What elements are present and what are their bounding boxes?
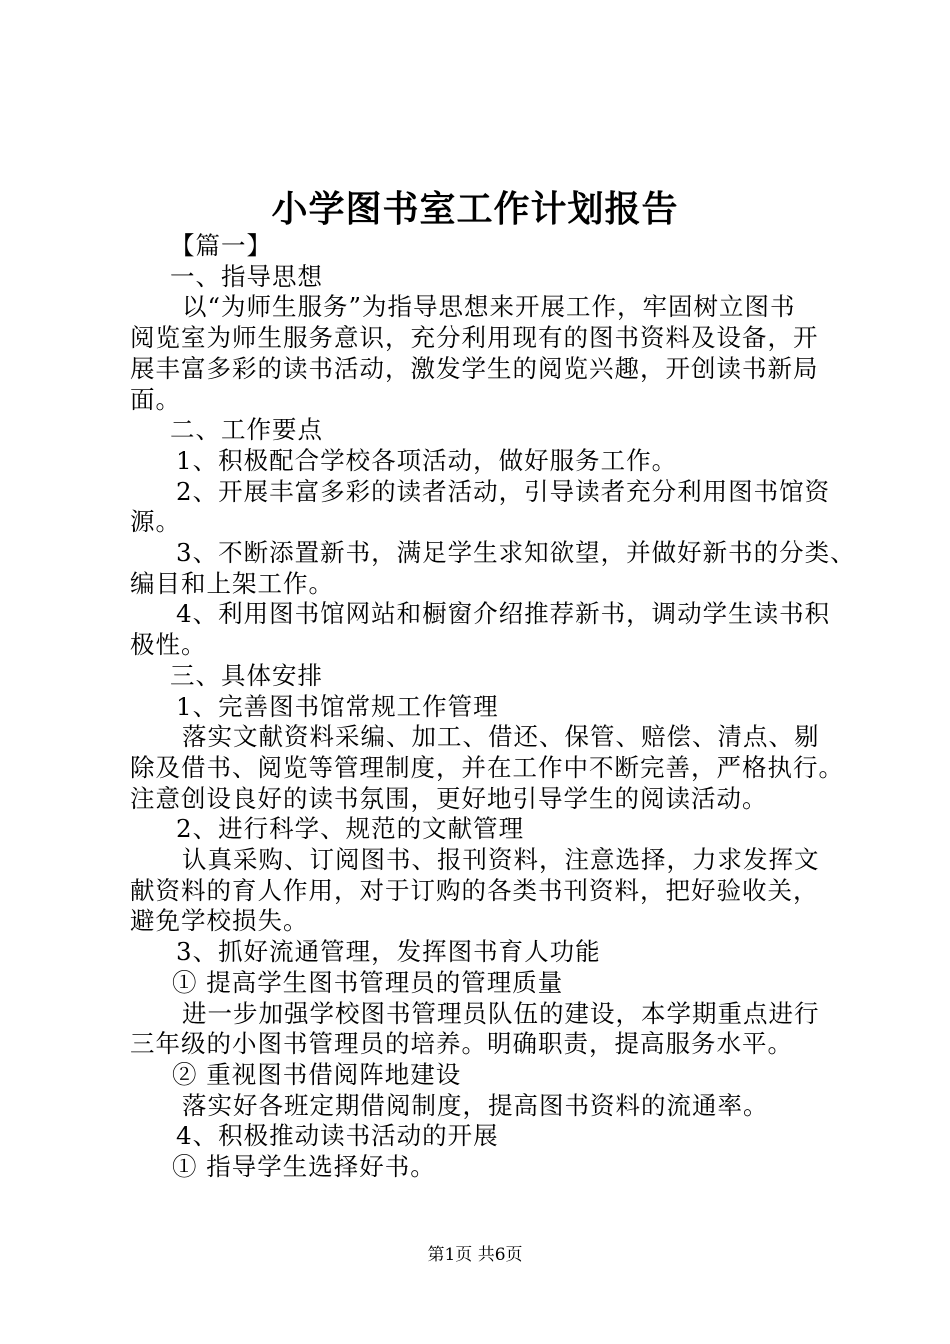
- paragraph-line: 避免学校损失。: [130, 906, 309, 936]
- paragraph-line: 展丰富多彩的读书活动，激发学生的阅览兴趣，开创读书新局: [130, 353, 819, 383]
- paragraph-line: 除及借书、阅览等管理制度，并在工作中不断完善，严格执行。: [130, 752, 844, 782]
- sub-item: ① 提高学生图书管理员的管理质量: [172, 967, 564, 997]
- paragraph-line: 面。: [130, 384, 181, 414]
- section-label: 【篇一】: [170, 231, 272, 260]
- paragraph-line: 落实好各班定期借阅制度，提高图书资料的流通率。: [182, 1090, 769, 1120]
- paragraph-line: 落实文献资料采编、加工、借还、保管、赔偿、清点、剔: [182, 722, 820, 752]
- subheading: 1、完善图书馆常规工作管理: [176, 691, 499, 721]
- document-title: 小学图书室工作计划报告: [271, 188, 679, 230]
- sub-item: ① 指导学生选择好书。: [172, 1152, 436, 1182]
- subheading: 4、积极推动读书活动的开展: [176, 1121, 499, 1151]
- sub-item: ② 重视图书借阅阵地建设: [172, 1059, 462, 1089]
- list-item: 2、开展丰富多彩的读者活动，引导读者充分利用图书馆资: [176, 476, 831, 506]
- document-body: [130, 231, 856, 1183]
- paragraph-line: 三年级的小图书管理员的培养。明确职责，提高服务水平。: [130, 1029, 793, 1059]
- paragraph-line: 献资料的育人作用，对于订购的各类书刊资料，把好验收关，: [130, 875, 819, 905]
- list-item: 1、积极配合学校各项活动，做好服务工作。: [176, 445, 678, 475]
- list-item: 3、不断添置新书，满足学生求知欲望，并做好新书的分类、: [176, 538, 856, 568]
- paragraph-line: 源。: [130, 507, 181, 537]
- heading-arrangement: 三、具体安排: [170, 660, 323, 690]
- heading-work-points: 二、工作要点: [170, 415, 323, 445]
- paragraph-line: 编目和上架工作。: [130, 568, 334, 598]
- heading-guiding-ideology: 一、指导思想: [170, 261, 323, 291]
- paragraph-line: 注意创设良好的读书氛围，更好地引导学生的阅读活动。: [130, 783, 768, 813]
- subheading: 3、抓好流通管理，发挥图书育人功能: [176, 937, 601, 967]
- paragraph-line: 阅览室为师生服务意识，充分利用现有的图书资料及设备，开: [130, 323, 819, 353]
- list-item: 4、利用图书馆网站和橱窗介绍推荐新书，调动学生读书积: [176, 599, 831, 629]
- subheading: 2、进行科学、规范的文献管理: [176, 814, 525, 844]
- paragraph-line: 认真采购、订阅图书、报刊资料，注意选择，力求发挥文: [182, 845, 820, 875]
- paragraph-line: 以“为师生服务”为指导思想来开展工作，牢固树立图书: [182, 292, 796, 322]
- page-footer: 第1页 共6页: [427, 1245, 523, 1265]
- paragraph-line: 极性。: [130, 630, 207, 660]
- paragraph-line: 进一步加强学校图书管理员队伍的建设，本学期重点进行: [182, 998, 820, 1028]
